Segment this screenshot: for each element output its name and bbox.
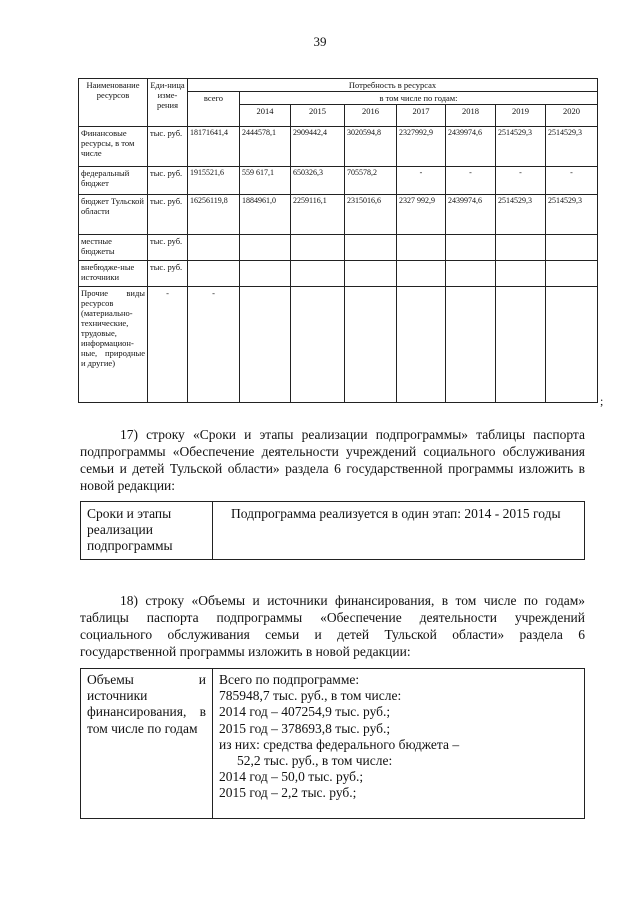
- funding-box: [80, 668, 585, 819]
- cell-value: 2514529,3: [496, 127, 546, 167]
- cell-value: 2444578,1: [240, 127, 291, 167]
- table-row: [79, 127, 598, 167]
- cell-value: -: [446, 167, 496, 195]
- end-mark: ;: [600, 394, 604, 408]
- header-year: 2014: [240, 105, 291, 127]
- row-name: бюджет Тульской области: [79, 195, 148, 235]
- item-18-paragraph: 18) строку «Объемы и источники финансирования, в том числе по годам» таблицы паспорта подпрограммы «Обеспечение деятельности учреждений социального обслуживания семьи и детей Тульской области» раздела 6 государственной программы изложить в новой редакции:: [80, 593, 585, 659]
- cell-value: 705578,2: [345, 167, 397, 195]
- header-name: Наименование ресурсов: [79, 79, 148, 127]
- item-17-paragraph: 17) строку «Сроки и этапы реализации подпрограммы» таблицы паспорта подпрограммы «Обеспечение деятельности учреждений социального обслуживания семьи и детей Тульской области» раздела 6 государственной программы изложить в новой редакции:: [80, 427, 585, 493]
- cell-value: -: [397, 167, 446, 195]
- item-17-text: [80, 426, 585, 494]
- timeline-label: Сроки и этапы реализации подпрограммы: [81, 502, 213, 560]
- row-unit: тыс. руб.: [148, 127, 188, 167]
- cell-value: 559 617,1: [240, 167, 291, 195]
- cell-value: 2315016,6: [345, 195, 397, 235]
- cell-value: 2327 992,9: [397, 195, 446, 235]
- cell-value: 2514529,3: [546, 195, 598, 235]
- funding-line: 2014 год – 407254,9 тыс. руб.;: [219, 704, 391, 720]
- table-row: [79, 167, 598, 195]
- header-need: Потребность в ресурсах: [188, 79, 598, 92]
- funding-line: 2014 год – 50,0 тыс. руб.;: [219, 769, 364, 785]
- row-name: Финансовые ресурсы, в том числе: [79, 127, 148, 167]
- cell-value: 1884961,0: [240, 195, 291, 235]
- row-name: внебюдже-ные источники: [79, 261, 148, 287]
- funding-line: из них: средства федерального бюджета –: [219, 736, 460, 752]
- cell-value: 2439974,6: [446, 127, 496, 167]
- table-row: [79, 261, 598, 287]
- page-number: 39: [313, 34, 327, 49]
- header-total: всего: [188, 92, 240, 127]
- funding-line: 785948,7 тыс. руб., в том числе:: [219, 688, 402, 704]
- funding-line: Всего по подпрограмме:: [219, 672, 360, 687]
- row-unit: -: [148, 287, 188, 403]
- header-by-years: в том числе по годам:: [240, 92, 598, 105]
- cell-value: 2514529,3: [546, 127, 598, 167]
- row-unit: тыс. руб.: [148, 235, 188, 261]
- cell-value: -: [496, 167, 546, 195]
- header-year: 2019: [496, 105, 546, 127]
- row-name: федеральный бюджет: [79, 167, 148, 195]
- cell-value: 2327992,9: [397, 127, 446, 167]
- table-row: [79, 235, 598, 261]
- header-year: 2016: [345, 105, 397, 127]
- cell-value: -: [546, 167, 598, 195]
- row-total: 1915521,6: [188, 167, 240, 195]
- resource-table: [78, 78, 598, 403]
- item-18-text: [80, 592, 585, 660]
- cell-value: 3020594,8: [345, 127, 397, 167]
- header-unit: Еди-ница изме-рения: [148, 79, 188, 127]
- table-row: [79, 287, 598, 403]
- timeline-value: Подпрограмма реализуется в один этап: 2014 - 2015 годы: [213, 502, 585, 560]
- funding-line: 2015 год – 378693,8 тыс. руб.;: [219, 720, 391, 736]
- cell-value: 650326,3: [291, 167, 345, 195]
- row-name: местные бюджеты: [79, 235, 148, 261]
- cell-value: 2514529,3: [496, 195, 546, 235]
- header-year: 2018: [446, 105, 496, 127]
- row-name: Прочие виды ресурсов (материально-технические, трудовые, информацион-ные, природные и другие): [79, 287, 148, 403]
- timeline-box: [80, 501, 585, 560]
- row-total: 16256119,8: [188, 195, 240, 235]
- cell-value: 2439974,6: [446, 195, 496, 235]
- cell-value: 2259116,1: [291, 195, 345, 235]
- funding-values: [213, 669, 585, 819]
- row-unit: тыс. руб.: [148, 261, 188, 287]
- header-year: 2020: [546, 105, 598, 127]
- header-year: 2015: [291, 105, 345, 127]
- row-unit: тыс. руб.: [148, 167, 188, 195]
- funding-line: 2015 год – 2,2 тыс. руб.;: [219, 785, 357, 801]
- cell-value: 2909442,4: [291, 127, 345, 167]
- table-row: [79, 195, 598, 235]
- funding-label: Объемы и источники финансирования, в том числе по годам: [81, 669, 213, 819]
- header-year: 2017: [397, 105, 446, 127]
- funding-line: 52,2 тыс. руб., в том числе:: [237, 753, 393, 769]
- row-total: -: [188, 287, 240, 403]
- row-unit: тыс. руб.: [148, 195, 188, 235]
- row-total: 18171641,4: [188, 127, 240, 167]
